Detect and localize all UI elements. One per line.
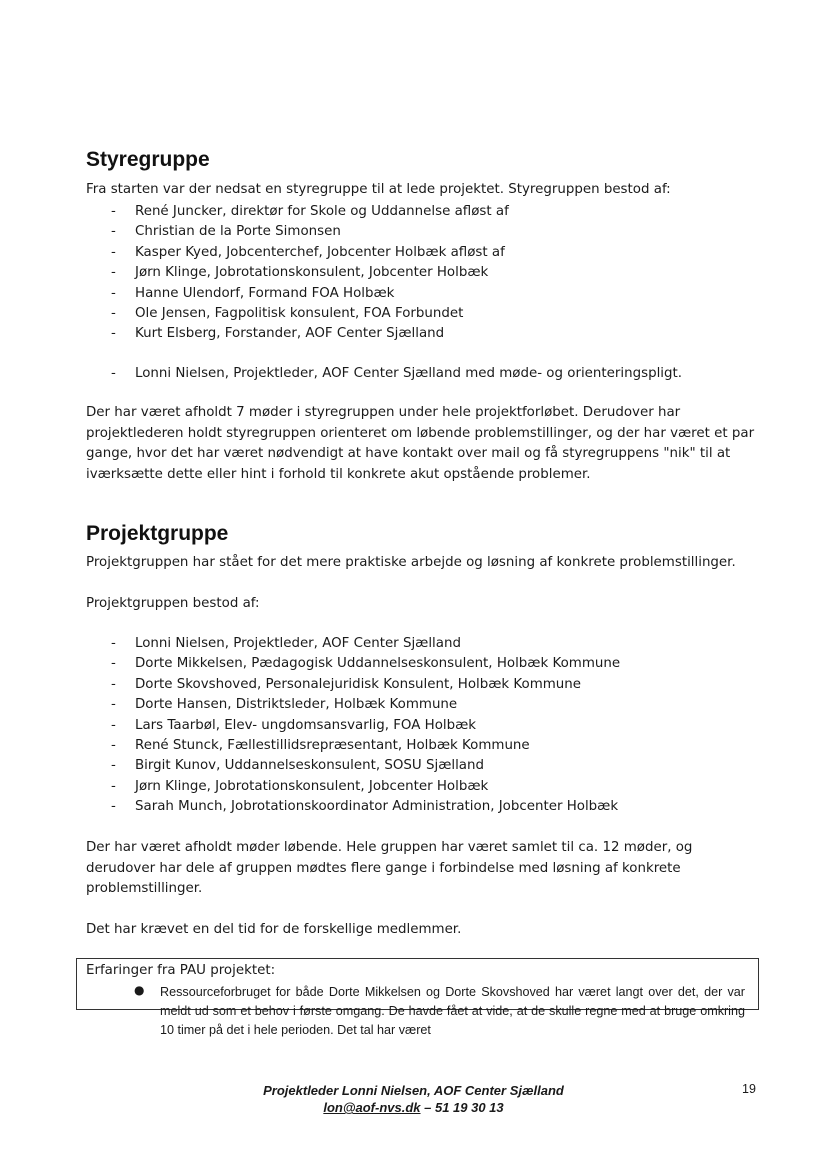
styregruppe-description: Der har været afholdt 7 møder i styregruppen under hele projektforløbet. Derudover har projektlederen holdt styregruppen orienteret om løbende problemstillinger, og der har været et par gange, hvor det har været nødvendigt at have kontakt over mail og få styregruppens "nik" til at iværksætte dette eller hint i forhold til konkrete akut opstående problemer. <box>86 405 755 482</box>
footer-phone: – 51 19 30 13 <box>420 1100 504 1115</box>
dash-marker: - <box>111 306 116 322</box>
projektgruppe-intro: Projektgruppen har stået for det mere praktiske arbejde og løsning af konkrete problemstillinger. <box>86 555 736 570</box>
dash-marker: - <box>111 778 116 794</box>
list-item: - Kurt Elsberg, Forstander, AOF Center Sjælland <box>86 324 509 344</box>
list-item: - Birgit Kunov, Uddannelseskonsulent, SOSU Sjælland <box>86 756 620 776</box>
list-item: - René Stunck, Fællestillidsrepræsentant, Holbæk Kommune <box>86 736 620 756</box>
erfaringer-box-bullet-text: Ressourceforbruget for både Dorte Mikkelsen og Dorte Skovshoved har været langt over det, der var meldt ud som et behov i første omgang. De havde fået at vide, at de skulle regne med at bruge omkring 10 timer på det i hele perioden. Det tal har været <box>160 985 745 1037</box>
page-number: 19 <box>742 1082 756 1096</box>
list-item: - Dorte Mikkelsen, Pædagogisk Uddannelseskonsulent, Holbæk Kommune <box>86 654 620 674</box>
list-item: - Dorte Skovshoved, Personalejuridisk Konsulent, Holbæk Kommune <box>86 675 620 695</box>
list-item: - Hanne Ulendorf, Formand FOA Holbæk <box>86 284 509 304</box>
dash-marker: - <box>111 676 116 692</box>
erfaringer-box <box>76 958 759 1037</box>
dash-marker: - <box>111 717 116 733</box>
dash-marker: - <box>111 636 116 651</box>
dash-marker: - <box>111 204 116 219</box>
footer-author: Projektleder Lonni Nielsen, AOF Center Sjælland <box>263 1083 564 1098</box>
footer-email-link[interactable]: lon@aof-nvs.dk <box>323 1100 421 1115</box>
dash-marker: - <box>111 326 116 342</box>
styregruppe-intro: Fra starten var der nedsat en styregruppe til at lede projektet. Styregruppen bestod af: <box>86 182 671 197</box>
projektgruppe-list-label: Projektgruppen bestod af: <box>86 596 260 611</box>
projektgruppe-heading: Projektgruppe <box>86 522 229 545</box>
dash-marker: - <box>111 224 116 240</box>
projektgruppe-description: Der har været afholdt møder løbende. Hele gruppen har været samlet til ca. 12 møder, og derudover har dele af gruppen mødtes flere gange i forbindelse med løsning af konkrete problemstillinger. <box>86 840 693 896</box>
footer-contact <box>0 1099 827 1116</box>
list-item: - Jørn Klinge, Jobrotationskonsulent, Jobcenter Holbæk <box>86 263 509 283</box>
list-item: - René Juncker, direktør for Skole og Uddannelse afløst af <box>86 202 509 222</box>
list-item: - Christian de la Porte Simonsen <box>86 222 509 242</box>
dash-marker: - <box>111 265 116 281</box>
styregruppe-extra-member <box>86 364 682 384</box>
dash-marker: - <box>111 758 116 774</box>
list-item: - Lonni Nielsen, Projektleder, AOF Center Sjælland <box>86 634 620 654</box>
dash-marker: - <box>111 697 116 713</box>
projektgruppe-closing: Det har krævet en del tid for de forskellige medlemmer. <box>86 922 462 937</box>
bullet-marker: ● <box>134 983 145 997</box>
list-item: - Lonni Nielsen, Projektleder, AOF Center Sjælland med møde- og orienteringspligt. <box>86 364 682 384</box>
erfaringer-box-title: Erfaringer fra PAU projektet: <box>86 963 276 978</box>
dash-marker: - <box>111 366 116 381</box>
dash-marker: - <box>111 656 116 672</box>
dash-marker: - <box>111 244 116 260</box>
list-item: - Sarah Munch, Jobrotationskoordinator Administration, Jobcenter Holbæk <box>86 797 620 817</box>
list-item: - Jørn Klinge, Jobrotationskonsulent, Jobcenter Holbæk <box>86 777 620 797</box>
styregruppe-heading: Styregruppe <box>86 148 210 171</box>
dash-marker: - <box>111 799 116 815</box>
list-item: - Kasper Kyed, Jobcenterchef, Jobcenter Holbæk afløst af <box>86 243 509 263</box>
dash-marker: - <box>111 285 116 301</box>
projektgruppe-member-list <box>86 634 620 818</box>
list-item: - Lars Taarbøl, Elev- ungdomsansvarlig, FOA Holbæk <box>86 716 620 736</box>
styregruppe-member-list <box>86 202 509 345</box>
list-item: - Dorte Hansen, Distriktsleder, Holbæk Kommune <box>86 695 620 715</box>
dash-marker: - <box>111 738 116 754</box>
list-item: - Ole Jensen, Fagpolitisk konsulent, FOA Forbundet <box>86 304 509 324</box>
